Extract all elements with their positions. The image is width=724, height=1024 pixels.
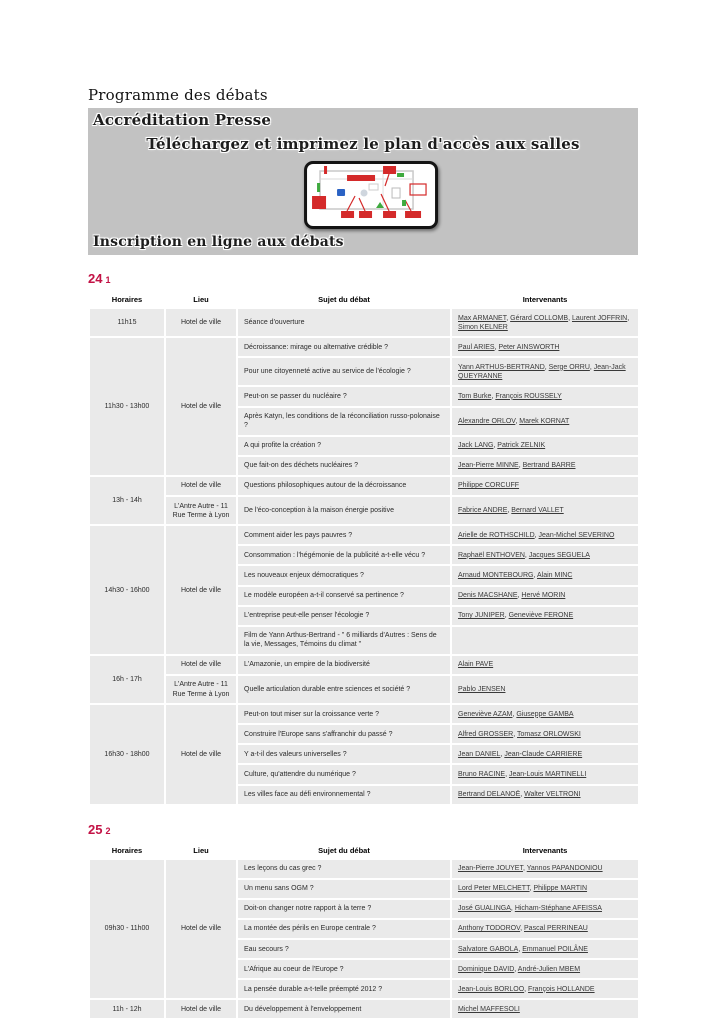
speakers-cell: Anthony TODOROV, Pascal PERRINEAU bbox=[451, 919, 639, 939]
speaker-link[interactable]: Dominique DAVID bbox=[458, 965, 515, 973]
speakers-cell bbox=[451, 655, 639, 675]
time-cell: 09h30 - 11h00 bbox=[89, 859, 165, 1000]
speaker-link[interactable]: Hicham-Stéphane AFEISSA bbox=[514, 905, 602, 913]
table-row bbox=[89, 308, 639, 337]
lieu-cell: Hotel de ville bbox=[165, 655, 237, 675]
speaker-link[interactable]: Pascal PERRINEAU bbox=[524, 925, 588, 933]
subject-cell: Quelle articulation durable entre sciences et société ? bbox=[237, 675, 451, 704]
speaker-link[interactable]: Giuseppe GAMBA bbox=[516, 710, 574, 718]
speaker-link[interactable]: Gérard COLLOMB bbox=[510, 314, 569, 322]
speaker-link[interactable]: Fabrice ANDRE bbox=[458, 507, 508, 515]
subject-cell: Pour une citoyenneté active au service de l'écologie ? bbox=[237, 357, 451, 386]
table-row bbox=[89, 525, 639, 545]
speaker-link[interactable]: Yann ARTHUS-BERTRAND bbox=[458, 363, 545, 371]
subject-cell: L'Afrique au coeur de l'Europe ? bbox=[237, 959, 451, 979]
speaker-link[interactable]: Raphaël ENTHOVEN bbox=[458, 551, 525, 559]
download-plan-link[interactable]: Téléchargez et imprimez le plan d'accès aux salles bbox=[146, 135, 580, 153]
speakers-cell: José GUALINGA, Hicham-Stéphane AFEISSA bbox=[451, 899, 639, 919]
speaker-link[interactable]: Pablo JENSEN bbox=[458, 686, 506, 694]
subject-cell: Peut-on tout miser sur la croissance verte ? bbox=[237, 704, 451, 724]
speakers-cell: Jean-Pierre MINNE, Bertrand BARRE bbox=[451, 456, 639, 476]
lieu-cell: Hotel de ville bbox=[165, 476, 237, 496]
table-row bbox=[89, 859, 639, 879]
speaker-link[interactable]: Alfred GROSSER bbox=[458, 730, 514, 738]
speaker-link[interactable]: Jean-Louis MARTINELLI bbox=[508, 770, 587, 778]
subject-cell: Du développement à l'enveloppement bbox=[237, 999, 451, 1019]
speaker-link[interactable]: Bertrand DELANOË bbox=[458, 791, 521, 799]
speaker-link[interactable]: Alain PAVE bbox=[458, 661, 494, 669]
speaker-link[interactable]: Lord Peter MELCHETT bbox=[458, 885, 530, 893]
speaker-link[interactable]: Arielle de ROTHSCHILD bbox=[458, 531, 535, 539]
speaker-link[interactable]: Walter VELTRONI bbox=[524, 791, 581, 799]
subject-cell: Eau secours ? bbox=[237, 939, 451, 959]
column-header-intervenants: Intervenants bbox=[451, 292, 639, 308]
speaker-link[interactable]: Jean-Pierre JOUYET bbox=[458, 865, 523, 873]
speakers-cell: Jean DANIEL, Jean-Claude CARRIERE bbox=[451, 744, 639, 764]
time-cell: 14h30 - 16h00 bbox=[89, 525, 165, 655]
speaker-link[interactable]: Patrick ZELNIK bbox=[497, 442, 546, 450]
table-row bbox=[89, 675, 639, 704]
accreditation-presse-link[interactable]: Accréditation Presse bbox=[93, 111, 272, 129]
inscription-link[interactable]: Inscription en ligne aux débats bbox=[93, 234, 344, 250]
speaker-link[interactable]: Salvatore GABOLA bbox=[458, 945, 519, 953]
lieu-cell: L'Antre Autre - 11 Rue Terme à Lyon bbox=[165, 675, 237, 704]
day-number: 24 bbox=[88, 271, 103, 286]
subject-cell: Séance d'ouverture bbox=[237, 308, 451, 337]
speakers-cell: Jean-Pierre JOUYET, Yannos PAPANDONIOU bbox=[451, 859, 639, 879]
speakers-cell bbox=[451, 476, 639, 496]
subject-cell: Comment aider les pays pauvres ? bbox=[237, 525, 451, 545]
speakers-cell: Dominique DAVID, André-Julien MBEM bbox=[451, 959, 639, 979]
speaker-link[interactable]: Max ARMANET bbox=[458, 314, 507, 322]
speakers-cell: Raphaël ENTHOVEN, Jacques SEGUELA bbox=[451, 545, 639, 565]
subject-cell: Le modèle européen a-t-il conservé sa pertinence ? bbox=[237, 586, 451, 606]
speakers-cell: Yann ARTHUS-BERTRAND, Serge ORRU, Jean-Jack QUEYRANNE bbox=[451, 357, 639, 386]
subject-cell: A qui profite la création ? bbox=[237, 436, 451, 456]
subject-cell: Film de Yann Arthus-Bertrand - " 6 milliards d'Autres : Sens de la vie, Messages, Témoins du climat " bbox=[237, 626, 451, 655]
time-cell: 11h - 12h bbox=[89, 999, 165, 1019]
speakers-cell: Max ARMANET, Gérard COLLOMB, Laurent JOFFRIN, Simon KELNER bbox=[451, 308, 639, 337]
speaker-link[interactable]: Denis MACSHANE bbox=[458, 592, 518, 599]
lieu-cell: Hotel de ville bbox=[165, 337, 237, 476]
subject-cell: Consommation : l'hégémonie de la publicité a-t-elle vécu ? bbox=[237, 545, 451, 565]
column-header-sujet: Sujet du débat bbox=[237, 292, 451, 308]
speaker-link[interactable]: Paul ARIES bbox=[458, 343, 495, 351]
speaker-link[interactable]: Jean-Michel SEVERINO bbox=[538, 531, 615, 539]
speaker-link[interactable]: Emmanuel POILÂNE bbox=[522, 945, 588, 953]
speakers-cell: Jean-Louis BORLOO, François HOLLANDE bbox=[451, 979, 639, 999]
header-banner bbox=[88, 108, 638, 255]
speaker-link[interactable]: Philippe CORCUFF bbox=[458, 482, 520, 490]
speaker-link[interactable]: Bertrand BARRE bbox=[522, 462, 576, 470]
time-cell: 13h - 14h bbox=[89, 476, 165, 525]
subject-cell: La montée des périls en Europe centrale ? bbox=[237, 919, 451, 939]
speaker-link[interactable]: José GUALINGA bbox=[458, 905, 511, 913]
column-header-intervenants: Intervenants bbox=[451, 843, 639, 859]
speakers-cell: Arielle de ROTHSCHILD, Jean-Michel SEVERINO bbox=[451, 525, 639, 545]
program-table bbox=[88, 842, 640, 1021]
lieu-cell: Hotel de ville bbox=[165, 308, 237, 337]
access-map-thumbnail[interactable] bbox=[304, 161, 438, 229]
subject-cell: Les leçons du cas grec ? bbox=[237, 859, 451, 879]
speakers-cell: Denis MACSHANE, Hervé MORIN bbox=[451, 586, 639, 606]
speaker-link[interactable]: Hervé MORIN bbox=[521, 592, 566, 599]
speaker-link[interactable]: Alain MINC bbox=[536, 571, 573, 579]
lieu-cell: Hotel de ville bbox=[165, 704, 237, 804]
day-note: 2 bbox=[105, 825, 111, 836]
table-row bbox=[89, 496, 639, 525]
subject-cell: Après Katyn, les conditions de la réconciliation russo-polonaise ? bbox=[237, 407, 451, 436]
header-row bbox=[89, 292, 639, 308]
speaker-link[interactable]: Philippe MARTIN bbox=[533, 885, 588, 893]
subject-cell: Peut-on se passer du nucléaire ? bbox=[237, 386, 451, 406]
speaker-link[interactable]: Bruno RACINE bbox=[458, 770, 506, 778]
speakers-cell: Alfred GROSSER, Tomasz ORLOWSKI bbox=[451, 724, 639, 744]
speaker-link[interactable]: Alexandre ORLOV bbox=[458, 417, 516, 425]
speakers-cell: Fabrice ANDRE, Bernard VALLET bbox=[451, 496, 639, 525]
speakers-cell: Arnaud MONTEBOURG, Alain MINC bbox=[451, 565, 639, 585]
subject-cell: Décroissance: mirage ou alternative crédible ? bbox=[237, 337, 451, 357]
speaker-link[interactable]: Tom Burke bbox=[458, 392, 492, 400]
speakers-cell bbox=[451, 626, 639, 655]
speaker-link[interactable]: Jean DANIEL bbox=[458, 750, 501, 758]
speaker-link[interactable]: Simon KELNER bbox=[458, 323, 508, 331]
speaker-link[interactable]: Tomasz ORLOWSKI bbox=[517, 730, 581, 738]
speaker-link[interactable]: Yannos PAPANDONIOU bbox=[526, 865, 603, 873]
speakers-cell bbox=[451, 999, 639, 1019]
table-row bbox=[89, 999, 639, 1019]
speaker-link[interactable]: Tony JUNIPER bbox=[458, 612, 505, 620]
subject-cell: Y a-t-il des valeurs universelles ? bbox=[237, 744, 451, 764]
speakers-cell: Salvatore GABOLA, Emmanuel POILÂNE bbox=[451, 939, 639, 959]
time-cell: 16h - 17h bbox=[89, 655, 165, 704]
header-row bbox=[89, 843, 639, 859]
speakers-cell: Paul ARIES, Peter AINSWORTH bbox=[451, 337, 639, 357]
subject-cell: Doit-on changer notre rapport à la terre ? bbox=[237, 899, 451, 919]
table-row bbox=[89, 655, 639, 675]
program-table bbox=[88, 291, 640, 806]
speaker-link[interactable]: François ROUSSELY bbox=[495, 392, 562, 400]
subject-cell: Un menu sans OGM ? bbox=[237, 879, 451, 899]
subject-cell: Questions philosophiques autour de la décroissance bbox=[237, 476, 451, 496]
speaker-link[interactable]: Jean-Jack QUEYRANNE bbox=[458, 363, 626, 380]
speakers-cell: Jack LANG, Patrick ZELNIK bbox=[451, 436, 639, 456]
day-heading bbox=[88, 822, 638, 838]
speakers-cell: Bruno RACINE, Jean-Louis MARTINELLI bbox=[451, 764, 639, 784]
subject-cell: La pensée durable a-t-telle préempté 2012 ? bbox=[237, 979, 451, 999]
time-cell: 11h30 - 13h00 bbox=[89, 337, 165, 476]
table-row bbox=[89, 476, 639, 496]
floor-plan-icon bbox=[307, 164, 429, 220]
column-header-lieu: Lieu bbox=[165, 843, 237, 859]
subject-cell: L'entreprise peut-elle penser l'écologie ? bbox=[237, 606, 451, 626]
speaker-link[interactable]: Michel MAFFESOLI bbox=[458, 1005, 520, 1013]
speakers-cell: Alexandre ORLOV, Marek KORNAT bbox=[451, 407, 639, 436]
speaker-link[interactable]: Peter AINSWORTH bbox=[498, 343, 560, 351]
column-header-sujet: Sujet du débat bbox=[237, 843, 451, 859]
subject-cell: Culture, qu'attendre du numérique ? bbox=[237, 764, 451, 784]
program-section bbox=[88, 271, 638, 806]
speaker-link[interactable]: Marek KORNAT bbox=[519, 417, 570, 425]
day-number: 25 bbox=[88, 821, 103, 837]
subject-cell: Construire l'Europe sans s'affranchir du passé ? bbox=[237, 724, 451, 744]
speakers-cell bbox=[451, 675, 639, 704]
speaker-link[interactable]: Jean-Louis BORLOO bbox=[458, 985, 525, 993]
sections-container bbox=[88, 271, 638, 1020]
lieu-cell: Hotel de ville bbox=[165, 999, 237, 1019]
lieu-cell: Hotel de ville bbox=[165, 525, 237, 655]
subject-cell: Les villes face au défi environnemental ? bbox=[237, 785, 451, 805]
speaker-link[interactable]: Geneviève AZAM bbox=[458, 710, 513, 718]
day-note: 1 bbox=[105, 275, 111, 285]
table-row bbox=[89, 704, 639, 724]
speakers-cell: Tom Burke, François ROUSSELY bbox=[451, 386, 639, 406]
speakers-cell: Geneviève AZAM, Giuseppe GAMBA bbox=[451, 704, 639, 724]
column-header-horaires: Horaires bbox=[89, 843, 165, 859]
speaker-link[interactable]: Jacques SEGUELA bbox=[528, 551, 590, 559]
speaker-link[interactable]: Bernard VALLET bbox=[511, 507, 564, 515]
time-cell: 16h30 - 18h00 bbox=[89, 704, 165, 804]
subject-cell: De l'éco-conception à la maison énergie positive bbox=[237, 496, 451, 525]
column-header-horaires: Horaires bbox=[89, 292, 165, 308]
speakers-cell: Bertrand DELANOË, Walter VELTRONI bbox=[451, 785, 639, 805]
speakers-cell: Tony JUNIPER, Geneviève FERONE bbox=[451, 606, 639, 626]
day-heading bbox=[88, 271, 638, 287]
speakers-cell: Lord Peter MELCHETT, Philippe MARTIN bbox=[451, 879, 639, 899]
subject-cell: L'Amazonie, un empire de la biodiversité bbox=[237, 655, 451, 675]
program-section bbox=[88, 822, 638, 1021]
lieu-cell: L'Antre Autre - 11 Rue Terme à Lyon bbox=[165, 496, 237, 525]
speaker-link[interactable]: Serge ORRU bbox=[548, 363, 590, 371]
speaker-link[interactable]: Jean-Pierre MINNE bbox=[458, 462, 519, 470]
speaker-link[interactable]: Jack LANG bbox=[458, 442, 494, 450]
speaker-link[interactable]: Laurent JOFFRIN bbox=[571, 314, 628, 322]
column-header-lieu: Lieu bbox=[165, 292, 237, 308]
speaker-link[interactable]: Jean-Claude CARRIERE bbox=[504, 750, 583, 758]
lieu-cell: Hotel de ville bbox=[165, 859, 237, 1000]
speaker-link[interactable]: Arnaud MONTEBOURG bbox=[458, 571, 534, 579]
subject-cell: Les nouveaux enjeux démocratiques ? bbox=[237, 565, 451, 585]
subject-cell: Que fait-on des déchets nucléaires ? bbox=[237, 456, 451, 476]
speaker-link[interactable]: Anthony TODOROV bbox=[458, 925, 521, 933]
table-row bbox=[89, 337, 639, 357]
speaker-link[interactable]: André-Julien MBEM bbox=[517, 965, 581, 973]
page-title: Programme des débats bbox=[88, 86, 268, 104]
speaker-link[interactable]: Geneviève FERONE bbox=[508, 612, 574, 620]
time-cell: 11h15 bbox=[89, 308, 165, 337]
speaker-link[interactable]: François HOLLANDE bbox=[528, 985, 595, 993]
